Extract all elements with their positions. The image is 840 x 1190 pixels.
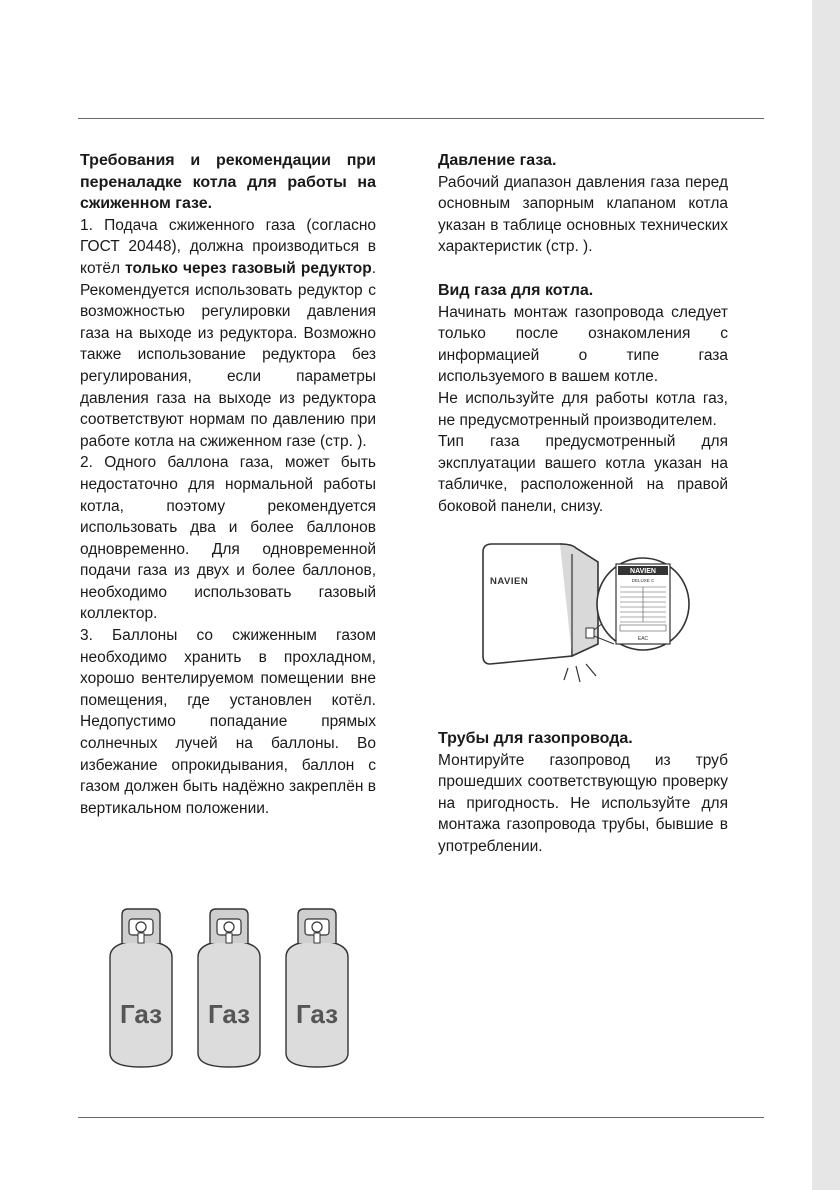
gas-type-text-3: Тип газа предусмотренный для эксплуатации вашего котла указан на табличке, расположенной на правой боковой панели, снизу. — [438, 433, 728, 515]
header-rule — [78, 118, 764, 119]
item-1-text-b: . Рекомендуется использовать редуктор с возможностью регулировки давления газа на выходе из редуктора. Возможно также использование редуктора без регулирования, если параметры давления газа на выходе из редуктора соответствуют нормам по давлению при работе котла на сжиженном газе (стр. ). — [80, 259, 376, 450]
item-1-bold: только через газовый редуктор — [125, 259, 372, 277]
plate-brand: NAVIEN — [630, 568, 656, 575]
gas-type-text-1: Начинать монтаж газопровода следует только после ознакомления с информацией о типе газа используемого в вашем котле. — [438, 303, 728, 386]
item-1-text-a: 1. Подача сжиженного газа (согласно ГОСТ 20448), должна производиться в котёл — [80, 216, 376, 277]
item-1 — [80, 215, 376, 453]
boiler-brand: NAVIEN — [490, 576, 529, 587]
pipes-heading: Трубы для газопровода. — [438, 730, 633, 747]
lpg-requirements-heading: Требования и рекомендации при переналадке котла для работы на сжиженном газе. — [80, 152, 376, 213]
item-3: 3. Баллоны со сжиженным газом необходимо хранить в прохладном, хорошо вентелируемом помещении вне помещения, где установлен котёл. Недопустимо попадание прямых солнечных лучей на баллоны. Во избежание опрокидывания, баллон с газом должен быть надёжно закреплён в вертикальном положении. — [80, 627, 376, 817]
pipes-text: Монтируйте газопровод из труб прошедших соответствующую проверку на пригодность. Не используйте для монтажа газопровода трубы, бывшие в употреблении. — [438, 751, 728, 855]
cylinder-1-label: Газ — [119, 999, 163, 1029]
gas-pressure-text: Рабочий диапазон давления газа перед основным запорным клапаном котла указан в таблице основных технических характеристик (стр. ). — [438, 173, 728, 256]
plate-model: DELUXE C — [631, 578, 655, 583]
cylinder-2-label: Газ — [207, 999, 251, 1029]
gas-cylinder-3 — [286, 909, 348, 1067]
gas-pressure-heading: Давление газа. — [438, 152, 557, 169]
boiler-illustration — [468, 540, 690, 690]
pipes-section — [438, 728, 728, 858]
right-column — [438, 150, 728, 518]
gas-type-text-2: Не используйте для работы котла газ, не предусмотренный производителем. — [438, 389, 728, 429]
footer-rule — [78, 1117, 764, 1118]
side-strip — [812, 0, 840, 1190]
gas-cylinders-illustration — [96, 905, 366, 1070]
cylinder-3-label: Газ — [295, 999, 339, 1029]
gas-cylinder-1 — [110, 909, 172, 1067]
plate-mark: EAC — [637, 636, 649, 642]
item-2: 2. Одного баллона газа, может быть недостаточно для нормальной работы котла, поэтому рекомендуется использовать два и более баллонов одновременно. Для одновременной подачи газа из двух и более баллонов, необходимо использовать газовый коллектор. — [80, 454, 376, 623]
gas-cylinder-2 — [198, 909, 260, 1067]
gas-type-heading: Вид газа для котла. — [438, 281, 594, 299]
left-column — [80, 150, 376, 819]
